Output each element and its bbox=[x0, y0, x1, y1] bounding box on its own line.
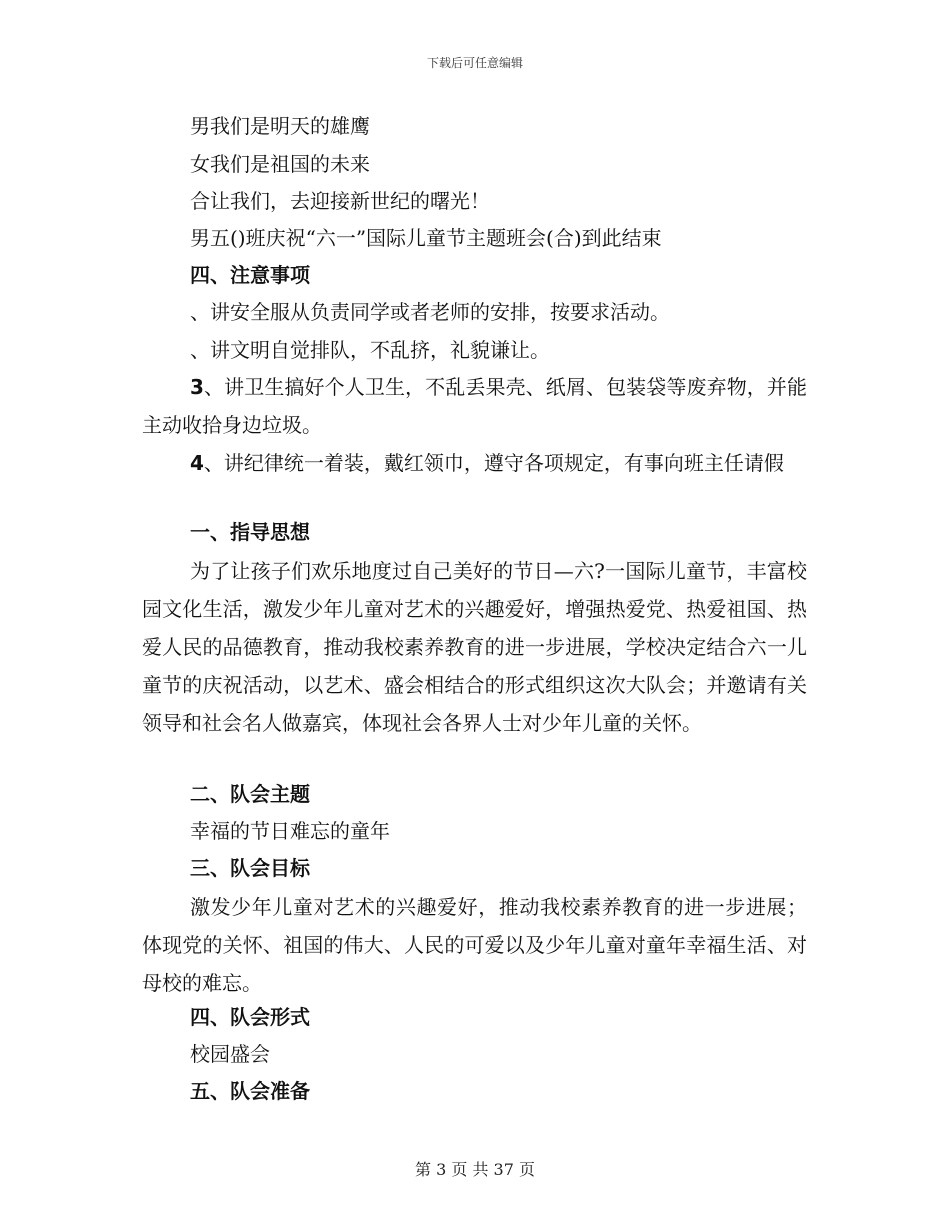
section-heading-1: 一、指导思想 bbox=[190, 520, 310, 544]
section-heading-4: 四、队会形式 bbox=[190, 1005, 310, 1029]
section-heading-5: 五、队会准备 bbox=[190, 1079, 310, 1103]
notes-item-2: 、讲文明自觉排队，不乱挤，礼貌谦让。 bbox=[190, 338, 550, 362]
section-2-body: 幸福的节日难忘的童年 bbox=[190, 819, 390, 843]
section-heading-notes: 四、注意事项 bbox=[190, 263, 310, 287]
notes-item-4-text: 、讲纪律统一着装，戴红领巾，遵守各项规定，有事向班主任请假 bbox=[203, 451, 784, 475]
notes-item-3-text: 、讲卫生搞好个人卫生，不乱丢果壳、纸屑、包装袋等废弃物，并能主动收拾身边垃圾。 bbox=[142, 375, 807, 437]
dialogue-line: 女我们是祖国的未来 bbox=[190, 152, 370, 176]
dialogue-line: 男我们是明天的雄鹰 bbox=[190, 114, 370, 138]
dialogue-line: 合让我们，去迎接新世纪的曙光！ bbox=[190, 189, 490, 213]
page-number: 第 3 页 共 37 页 bbox=[415, 1160, 535, 1179]
notes-item-4 bbox=[142, 444, 807, 482]
notes-item-3 bbox=[142, 368, 807, 444]
section-heading-2: 二、队会主题 bbox=[190, 782, 310, 806]
notes-item-1: 、讲安全服从负责同学或者老师的安排，按要求活动。 bbox=[190, 300, 670, 324]
section-3-body: 激发少年儿童对艺术的兴趣爱好，推动我校素养教育的进一步进展；体现党的关怀、祖国的伟大、人民的可爱以及少年儿童对童年幸福生活、对母校的难忘。 bbox=[142, 895, 807, 995]
section-1-body: 为了让孩子们欢乐地度过自己美好的节日—六?一国际儿童节，丰富校园文化生活，激发少年儿童对艺术的兴趣爱好，增强热爱党、热爱祖国、热爱人民的品德教育，推动我校素养教育的进一步进展，学校决定结合六一儿童节的庆祝活动，以艺术、盛会相结合的形式组织这次大队会；并邀请有关领导和社会名人做嘉宾，体现社会各界人士对少年儿童的关怀。 bbox=[142, 559, 807, 735]
page-header-note: 下载后可任意编辑 bbox=[426, 56, 523, 70]
dialogue-line: 男五()班庆祝“六一”国际儿童节主题班会(合)到此结束 bbox=[190, 226, 662, 250]
notes-item-4-number: 4 bbox=[190, 451, 204, 475]
notes-item-3-number: 3 bbox=[190, 375, 204, 399]
section-heading-3: 三、队会目标 bbox=[190, 856, 310, 880]
section-4-body: 校园盛会 bbox=[190, 1042, 270, 1066]
